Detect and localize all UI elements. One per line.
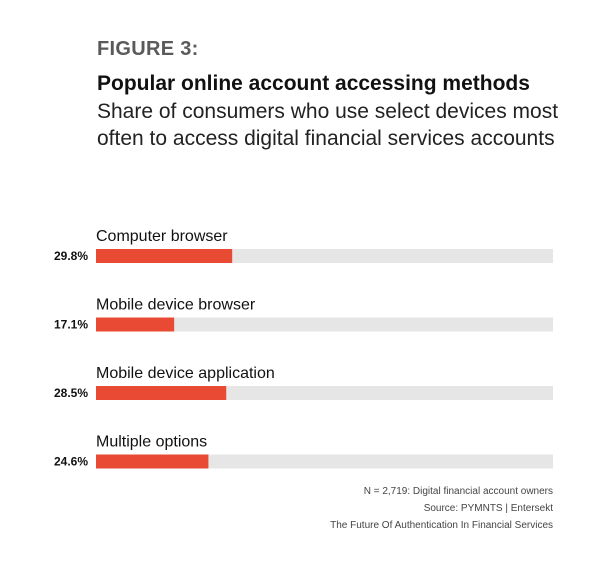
chart-notes	[330, 483, 553, 534]
bar-row	[54, 297, 553, 332]
value-label: 17.1%	[53, 317, 88, 332]
bar	[96, 318, 174, 332]
figure-label: FIGURE 3:	[97, 38, 199, 60]
source-note: Source: PYMNTS | Entersekt	[423, 503, 553, 514]
bar-row	[54, 434, 553, 469]
bar	[96, 386, 226, 400]
value-label: 28.5%	[53, 386, 88, 400]
bar-row	[54, 365, 553, 400]
publication-note: The Future Of Authentication In Financial Services	[330, 520, 553, 531]
value-label: 29.8%	[53, 249, 88, 263]
category-label: Multiple options	[96, 433, 208, 451]
bar-row	[54, 228, 553, 263]
value-label: 24.6%	[53, 454, 88, 469]
bar	[96, 249, 232, 263]
chart-title: Popular online account accessing methods	[97, 72, 530, 95]
chart-subtitle: Share of consumers who use select devices most often to access digital financial services accounts	[97, 100, 559, 150]
category-label: Mobile device browser	[96, 296, 256, 314]
sample-note: N = 2,719: Digital financial account owners	[363, 486, 553, 497]
category-label: Computer browser	[96, 228, 228, 245]
bar	[96, 455, 208, 469]
category-label: Mobile device application	[96, 365, 275, 382]
